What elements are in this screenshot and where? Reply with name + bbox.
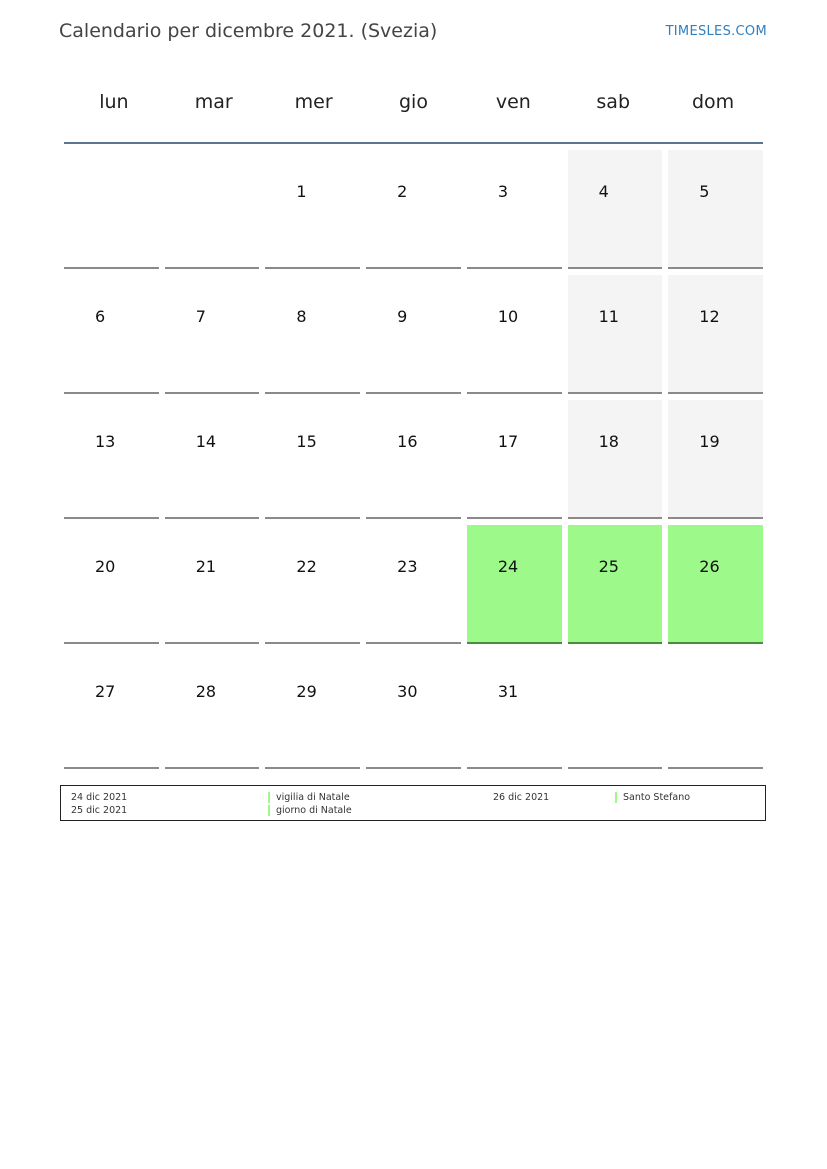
day-cell-10[interactable] — [467, 275, 562, 394]
day-grid — [64, 150, 763, 775]
day-number: 10 — [497, 307, 519, 326]
day-cell-1[interactable] — [265, 150, 360, 269]
day-number: 8 — [296, 307, 307, 326]
day-cell-27[interactable] — [64, 650, 159, 769]
day-cell-20[interactable] — [64, 525, 159, 644]
weekday-tue: mar — [194, 91, 233, 113]
day-number: 31 — [497, 682, 519, 701]
day-cell-5[interactable] — [668, 150, 763, 269]
legend-color-swatch — [268, 805, 270, 816]
day-cell-18[interactable] — [568, 400, 663, 519]
day-number: 3 — [497, 182, 509, 201]
day-cell-14[interactable] — [165, 400, 260, 519]
weekday-wed: mer — [294, 91, 333, 113]
day-cell-25[interactable] — [568, 525, 663, 644]
day-number: 18 — [598, 432, 619, 451]
day-number: 13 — [95, 432, 116, 451]
day-number: 27 — [95, 682, 116, 701]
weekday-header — [64, 64, 763, 144]
day-number: 15 — [296, 432, 317, 451]
day-cell-29[interactable] — [265, 650, 360, 769]
calendar — [64, 64, 763, 775]
day-cell-17[interactable] — [467, 400, 562, 519]
legend-holiday-name: vigilia di Natale — [276, 792, 350, 803]
day-cell-16[interactable] — [366, 400, 461, 519]
day-cell-28[interactable] — [165, 650, 260, 769]
day-cell-empty — [568, 650, 663, 769]
day-number: 23 — [397, 557, 418, 576]
day-number: 6 — [95, 307, 106, 326]
day-number: 9 — [397, 307, 408, 326]
legend-holiday-name: giorno di Natale — [276, 805, 352, 816]
day-number: 2 — [397, 182, 408, 201]
holiday-legend — [60, 785, 766, 821]
day-cell-3[interactable] — [467, 150, 562, 269]
day-cell-21[interactable] — [165, 525, 260, 644]
day-cell-13[interactable] — [64, 400, 159, 519]
day-number: 1 — [296, 182, 307, 201]
legend-color-swatch — [615, 792, 617, 803]
day-number: 25 — [598, 557, 619, 576]
day-cell-23[interactable] — [366, 525, 461, 644]
day-cell-8[interactable] — [265, 275, 360, 394]
weekday-sun: dom — [691, 91, 735, 113]
day-number: 20 — [95, 557, 116, 576]
day-cell-31[interactable] — [467, 650, 562, 769]
day-cell-7[interactable] — [165, 275, 260, 394]
day-cell-11[interactable] — [568, 275, 663, 394]
day-number: 12 — [699, 307, 720, 326]
day-number: 21 — [195, 557, 217, 576]
day-cell-24[interactable] — [467, 525, 562, 644]
day-number: 22 — [296, 557, 317, 576]
day-number: 14 — [195, 432, 217, 451]
legend-holiday-name: Santo Stefano — [623, 792, 691, 803]
day-cell-9[interactable] — [366, 275, 461, 394]
day-cell-empty — [165, 150, 260, 269]
day-number: 29 — [296, 682, 317, 701]
day-number: 16 — [397, 432, 418, 451]
day-number: 11 — [598, 307, 619, 326]
legend-date: 26 dic 2021 — [493, 792, 550, 803]
day-cell-empty — [668, 650, 763, 769]
day-cell-26[interactable] — [668, 525, 763, 644]
day-cell-12[interactable] — [668, 275, 763, 394]
day-number: 19 — [699, 432, 720, 451]
day-number: 7 — [195, 307, 206, 326]
day-cell-19[interactable] — [668, 400, 763, 519]
day-cell-empty — [64, 150, 159, 269]
brand-link[interactable]: TIMESLES.COM — [665, 24, 767, 39]
weekday-fri: ven — [495, 91, 531, 113]
day-number: 24 — [497, 557, 519, 576]
day-cell-30[interactable] — [366, 650, 461, 769]
weekday-thu: gio — [399, 91, 428, 113]
weekday-sat: sab — [596, 91, 631, 113]
day-number: 26 — [699, 557, 720, 576]
legend-date: 25 dic 2021 — [71, 805, 128, 816]
day-cell-4[interactable] — [568, 150, 663, 269]
day-number: 5 — [699, 182, 710, 201]
legend-date: 24 dic 2021 — [71, 792, 128, 803]
day-cell-22[interactable] — [265, 525, 360, 644]
day-cell-15[interactable] — [265, 400, 360, 519]
day-number: 4 — [598, 182, 609, 201]
page-title: Calendario per dicembre 2021. (Svezia) — [59, 20, 438, 42]
weekday-mon: lun — [99, 91, 129, 113]
day-number: 30 — [397, 682, 418, 701]
day-number: 17 — [497, 432, 519, 451]
day-number: 28 — [195, 682, 217, 701]
day-cell-2[interactable] — [366, 150, 461, 269]
legend-color-swatch — [268, 792, 270, 803]
day-cell-6[interactable] — [64, 275, 159, 394]
